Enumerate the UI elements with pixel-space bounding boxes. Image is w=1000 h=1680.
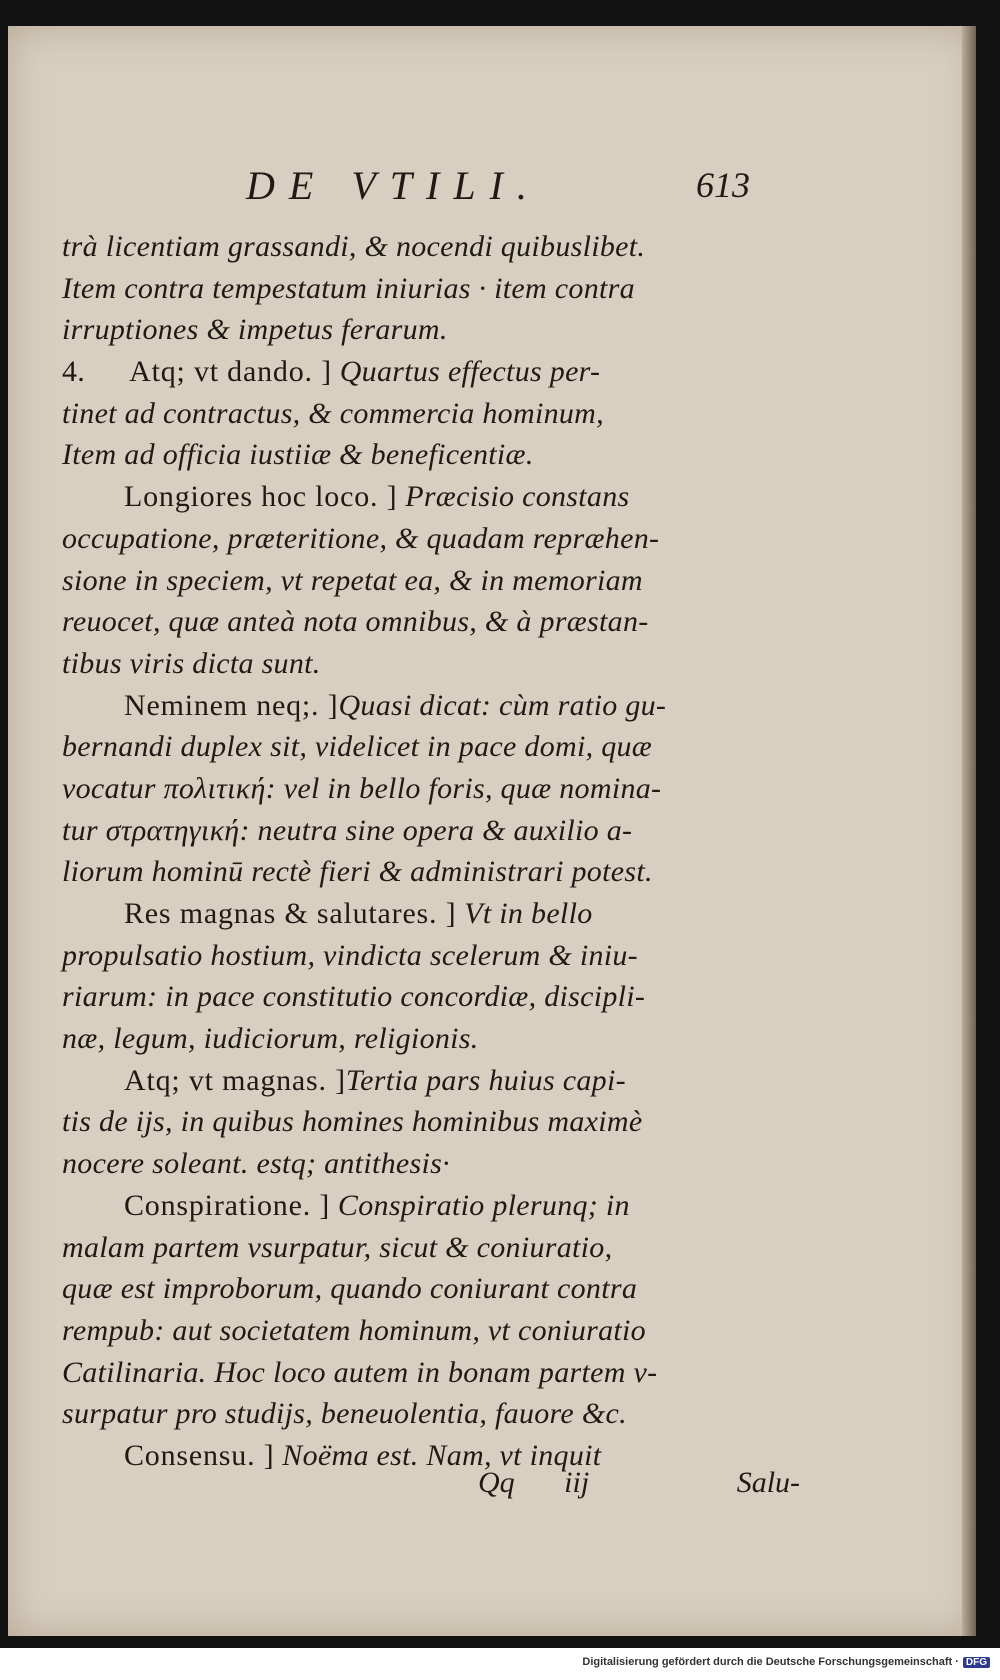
text-line [62, 1352, 772, 1394]
text-line [62, 768, 772, 810]
text-line [62, 893, 772, 935]
text-line [62, 1060, 772, 1102]
lemma: Neminem neq;. ] [124, 688, 339, 722]
text-line [62, 935, 772, 977]
line-text: Vt in bello [456, 897, 593, 930]
line-text: tur στρατηγική: neutra sine opera & auxilio a- [62, 813, 633, 847]
page-footer [478, 1466, 800, 1500]
text-line [62, 1268, 772, 1310]
line-text: sione in speciem, vt repetat ea, & in memoriam [62, 563, 643, 597]
digitization-credit [582, 1656, 990, 1668]
page-header [8, 154, 976, 214]
line-text: Præcisio constans [397, 480, 630, 514]
line-text: næ, legum, iudiciorum, religionis. [62, 1022, 479, 1056]
text-line [62, 1227, 772, 1269]
line-text: Noëma est. Nam, vt inquit [274, 1438, 602, 1472]
text-line [62, 393, 772, 435]
line-text: bernandi duplex sit, videlicet in pace domi, quæ [62, 730, 653, 764]
line-text: tis de ijs, in quibus homines hominibus maximè [62, 1105, 643, 1139]
dfg-logo-badge: DFG [963, 1657, 990, 1668]
gathering-number: iij [564, 1466, 590, 1499]
text-line [62, 434, 772, 476]
credit-text: Digitalisierung gefördert durch die Deutsche Forschungsgemeinschaft · [582, 1656, 959, 1668]
text-line [62, 518, 772, 560]
line-text: reuocet, quæ anteà nota omnibus, & à præstan- [62, 605, 649, 639]
text-line [62, 976, 772, 1018]
page-spine-edge [962, 26, 976, 1636]
text-line [62, 1018, 772, 1060]
text-line [62, 1101, 772, 1143]
line-text: tibus viris dicta sunt. [62, 646, 321, 680]
line-text: Tertia pars huius capi- [345, 1063, 626, 1097]
text-line [62, 601, 772, 643]
line-text: Quartus effectus per- [331, 355, 601, 389]
line-text: Quasi dicat: cùm ratio gu- [338, 688, 667, 722]
line-text: Item ad officia iustiiæ & beneficentiæ. [62, 438, 534, 472]
text-line [62, 351, 772, 393]
paragraph-number: 4. [62, 355, 86, 389]
text-line [62, 643, 772, 685]
line-text: quæ est improborum, quando coniurant contra [62, 1272, 638, 1306]
book-page [8, 26, 976, 1636]
line-text: malam partem vsurpatur, sicut & coniuratio, [62, 1230, 613, 1264]
text-line [62, 1310, 772, 1352]
lemma: Consensu. ] [124, 1438, 275, 1472]
text-line [62, 1393, 772, 1435]
text-line [62, 268, 772, 310]
lemma: Longiores hoc loco. ] [124, 480, 398, 514]
text-line [62, 476, 772, 518]
line-text: irruptiones & impetus ferarum. [62, 313, 448, 347]
text-line [62, 1143, 772, 1185]
line-text: occupatione, præteritione, & quadam repræhen- [62, 521, 660, 555]
running-title: DE VTILI. [246, 163, 541, 208]
line-text: trà licentiam grassandi, & nocendi quibuslibet. [62, 230, 646, 263]
line-text: rempub: aut societatem hominum, vt coniuratio [62, 1313, 646, 1347]
lemma: Conspiratione. ] [124, 1188, 331, 1222]
text-line [62, 810, 772, 852]
line-text: vocatur πολιτική: vel in bello foris, quæ nomina- [62, 771, 662, 805]
line-text: Conspiratio plerunq; in [330, 1188, 630, 1222]
page-number: 613 [696, 165, 750, 205]
line-text: Catilinaria. Hoc loco autem in bonam partem v- [62, 1355, 658, 1389]
signature-mark: Qq [478, 1466, 515, 1499]
line-text: nocere soleant. estq; antithesis· [62, 1147, 450, 1181]
text-line [62, 851, 772, 893]
catchword: Salu- [736, 1466, 801, 1499]
line-text: surpatur pro studijs, beneuolentia, fauore &c. [62, 1397, 627, 1431]
text-line [62, 226, 772, 268]
text-line [62, 560, 772, 602]
line-text: Item contra tempestatum iniurias · item contra [62, 271, 635, 305]
line-text: tinet ad contractus, & commercia hominum, [62, 396, 604, 430]
line-text: riarum: in pace constitutio concordiæ, discipli- [62, 980, 646, 1014]
text-line [62, 1185, 772, 1227]
commentary-text [62, 226, 772, 1477]
line-text: liorum hominū rectè fieri & administrari potest. [62, 855, 653, 889]
text-line [62, 309, 772, 351]
line-text: propulsatio hostium, vindicta scelerum & iniu- [62, 938, 638, 972]
lemma: Atq; vt dando. ] [129, 355, 332, 389]
text-line [62, 726, 772, 768]
lemma: Atq; vt magnas. ] [124, 1063, 346, 1097]
text-line [62, 685, 772, 727]
lemma: Res magnas & salutares. ] [124, 897, 457, 930]
